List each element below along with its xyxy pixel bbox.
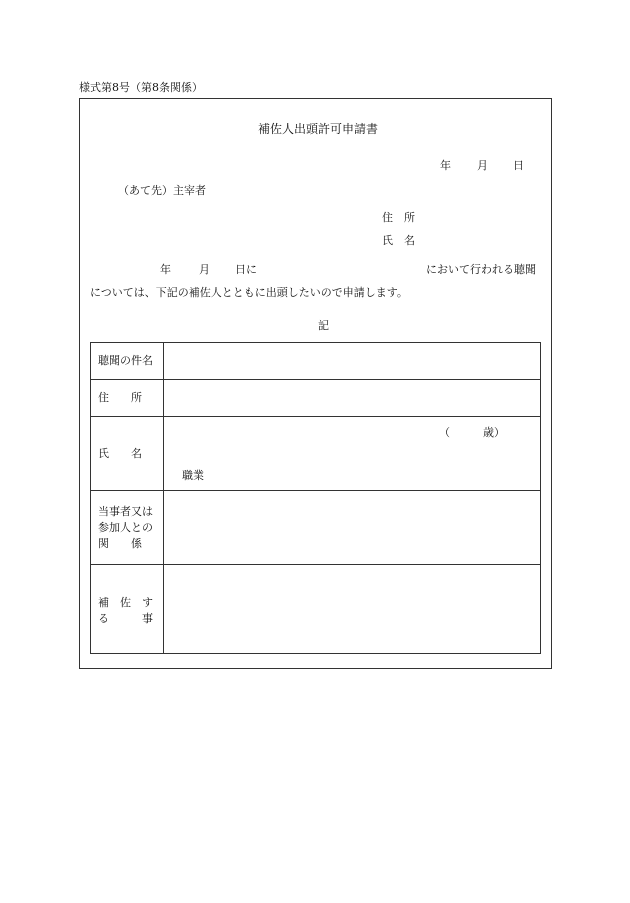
hearing-name-field[interactable] [164,343,541,380]
occupation-label: 職業 [182,469,204,482]
assist-label-line1: 補 佐 す [98,596,153,609]
body-line2: については、下記の補佐人とともに出頭したいので申請します。 [90,286,408,299]
body-year: 年 [160,263,171,276]
assistant-table [90,342,541,654]
hearing-name-label-cell [91,343,164,380]
name-label: 氏 名 [98,447,142,460]
assist-field[interactable] [164,565,541,654]
relation-label-line3: 関 係 [98,537,142,550]
table-row [91,491,541,565]
name-field[interactable] [164,417,541,491]
relation-field[interactable] [164,491,541,565]
relation-label-line2: 参加人との [98,521,153,534]
address-label-cell [91,380,164,417]
page-title: 補佐人出頭許可申請書 [258,122,379,136]
table-row [91,380,541,417]
relation-label-line1: 当事者又は [98,505,153,518]
addressee: （あて先）主宰者 [118,184,206,197]
ki-heading: 記 [318,319,329,332]
age-text: （ 歳） [439,426,505,439]
table-row [91,343,541,380]
assist-label-cell [91,565,164,654]
table-row [91,417,541,491]
body-hearing-tail: において行われる聴聞 [426,263,536,276]
form-number: 様式第8号（第8条関係） [79,81,203,94]
assist-label-line2: る 事 [98,612,153,625]
date-day: 日 [513,159,524,172]
body-month: 月 [199,263,210,276]
relation-label-cell [91,491,164,565]
address-label: 住 所 [98,391,142,404]
date-month: 月 [477,159,488,172]
body-day: 日に [235,263,257,276]
applicant-name-label: 氏 名 [382,234,415,247]
name-label-cell [91,417,164,491]
date-year: 年 [440,159,451,172]
applicant-address-label: 住 所 [382,211,415,224]
hearing-name-label: 聴聞の件名 [98,354,153,367]
address-field[interactable] [164,380,541,417]
table-row [91,565,541,654]
